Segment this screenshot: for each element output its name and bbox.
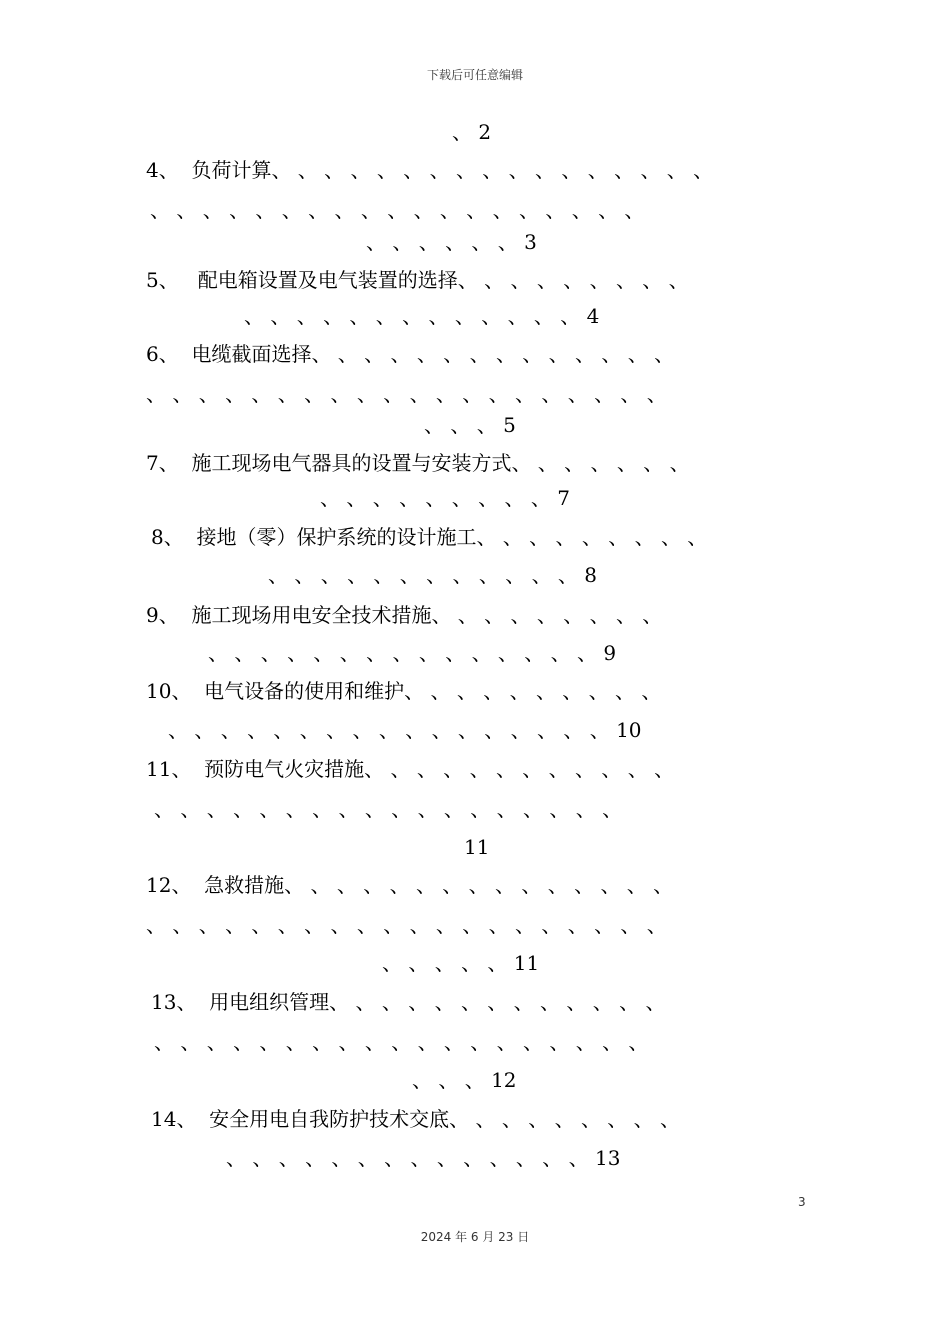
page-number: 3	[798, 1195, 806, 1209]
toc-line: 、 、 、 、 、 、 、 、 、 、 、 、 、 、 、 、 、 10	[168, 718, 642, 742]
toc-line: 、 、 、 、 、 、 、 、 、 、 、 、 8	[268, 563, 598, 587]
footer-date: 2024 年 6 月 23 日	[420, 1230, 530, 1244]
toc-line: 、 、 、 、 、 、 、 、 、 7	[320, 486, 570, 510]
toc-line: 、 、 、 、 、 、 、 、 、 、 、 、 、 、 、 、 、 、 、 、	[146, 913, 667, 937]
toc-line: 13、 用电组织管理、 、 、 、 、 、 、 、 、 、 、 、 、	[151, 990, 666, 1014]
toc-line: 9、 施工现场用电安全技术措施、 、 、 、 、 、 、 、 、	[146, 603, 663, 627]
toc-line: 、 、 、 、 、 、 、 、 、 、 、 、 、 、 13	[226, 1146, 621, 1170]
toc-line: 、 、 、 、 、 、 、 、 、 、 、 、 、 、 、 9	[208, 641, 617, 665]
toc-line: 、 、 、 、 、 、 、 、 、 、 、 、 、 、 、 、 、 、 、	[150, 198, 645, 222]
toc-line: 14、 安全用电自我防护技术交底、 、 、 、 、 、 、 、 、	[151, 1107, 681, 1131]
toc-line: 10、 电气设备的使用和维护、 、 、 、 、 、 、 、 、 、	[146, 679, 662, 703]
toc-line: 、 2	[452, 120, 492, 144]
toc-line: 、 、 、 、 、 、 、 、 、 、 、 、 、 、 、 、 、 、 、	[154, 1030, 649, 1054]
toc-line: 7、 施工现场电气器具的设置与安装方式、 、 、 、 、 、 、	[146, 451, 690, 475]
toc-line: 、 、 、 、 、 、 3	[366, 230, 537, 254]
toc-line: 11、 预防电气火灾措施、 、 、 、 、 、 、 、 、 、 、 、	[146, 757, 675, 781]
toc-line: 5、 配电箱设置及电气装置的选择、 、 、 、 、 、 、 、 、	[146, 268, 689, 292]
toc-line: 6、 电缆截面选择、 、 、 、 、 、 、 、 、 、 、 、 、 、	[146, 342, 675, 366]
toc-line: 、 、 、 、 、 、 、 、 、 、 、 、 、 、 、 、 、 、 、 、	[146, 382, 667, 406]
toc-line: 、 、 、 、 、 、 、 、 、 、 、 、 、 4	[244, 304, 600, 328]
toc-line: 、 、 、 5	[424, 413, 516, 437]
toc-line: 、 、 、 12	[412, 1068, 517, 1092]
toc-line: 、 、 、 、 、 11	[382, 951, 540, 975]
toc-line: 4、 负荷计算、 、 、 、 、 、 、 、 、 、 、 、 、 、 、 、 、	[146, 158, 714, 182]
toc-line: 、 、 、 、 、 、 、 、 、 、 、 、 、 、 、 、 、 、	[154, 797, 623, 821]
toc-line: 12、 急救措施、 、 、 、 、 、 、 、 、 、 、 、 、 、 、	[146, 873, 674, 897]
toc-line: 11	[464, 835, 490, 859]
page-header: 下载后可任意编辑	[426, 68, 523, 82]
toc-line: 8、 接地（零）保护系统的设计施工、 、 、 、 、 、 、 、 、	[151, 525, 708, 549]
